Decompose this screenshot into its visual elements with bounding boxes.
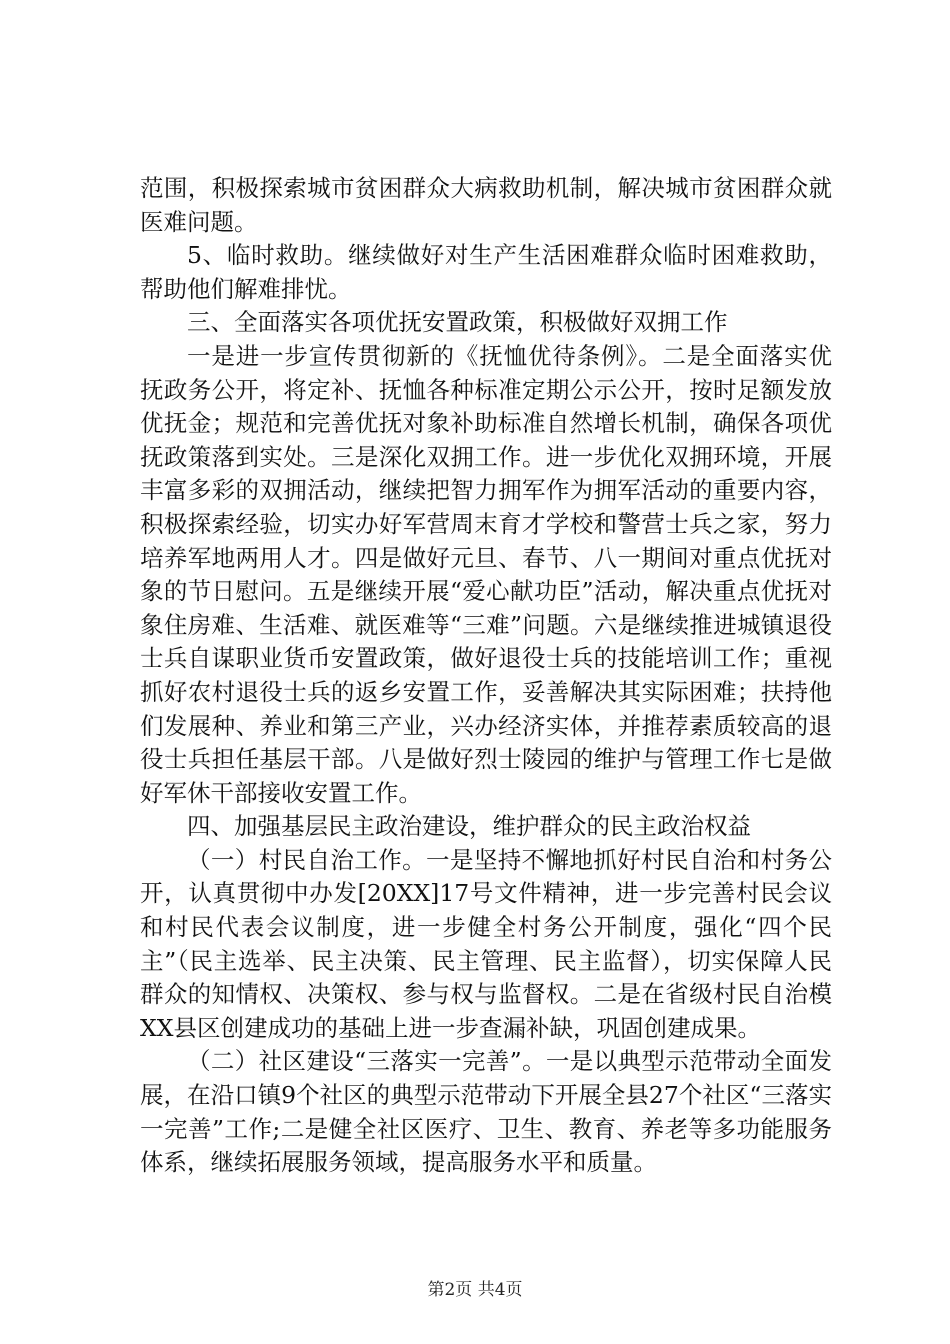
document-body	[140, 172, 832, 1180]
paragraph-community-building: （二）社区建设“三落实一完善”。一是以典型示范带动全面发展，在沿口镇9个社区的典型示范带动下开展全县27个社区“三落实一完善”工作;二是健全社区医疗、卫生、教育、养老等多功能服务体系，继续拓展服务领域，提高服务水平和质量。	[140, 1047, 832, 1177]
paragraph-continuation: 范围，积极探索城市贫困群众大病救助机制，解决城市贫困群众就医难问题。	[140, 174, 832, 236]
paragraph-preferential-policy: 一是进一步宣传贯彻新的《抚恤优待条例》。二是全面落实优抚政务公开，将定补、抚恤各种标准定期公示公开，按时足额发放优抚金；规范和完善优抚对象补助标准自然增长机制，确保各项优抚政策落到实处。三是深化双拥工作。进一步优化双拥环境，开展丰富多彩的双拥活动，继续把智力拥军作为拥军活动的重要内容，积极探索经验，切实办好军营周末育才学校和警营士兵之家，努力培养军地两用人才。四是做好元旦、春节、八一期间对重点优抚对象的节日慰问。五是继续开展“爱心献功臣”活动，解决重点优抚对象住房难、生活难、就医难等“三难”问题。六是继续推进城镇退役士兵自谋职业货币安置政策，做好退役士兵的技能培训工作；重视抓好农村退役士兵的返乡安置工作，妥善解决其实际困难；扶持他们发展种、养业和第三产业，兴办经济实体，并推荐素质较高的退役士兵担任基层干部。八是做好烈士陵园的维护与管理工作七是做好军休干部接收安置工作。	[140, 341, 832, 807]
section-heading-3: 三、全面落实各项优抚安置政策，积极做好双拥工作	[187, 308, 728, 337]
paragraph-villager-autonomy: （一）村民自治工作。一是坚持不懈地抓好村民自治和村务公开，认真贯彻中办发[20XX]17号文件精神，进一步完善村民会议和村民代表会议制度，进一步健全村务公开制度，强化“四个民主”（民主选举、民主决策、民主管理、民主监督），切实保障人民群众的知情权、决策权、参与权与监督权。二是在省级村民自治模XX县区创建成功的基础上进一步查漏补缺，巩固创建成果。	[140, 845, 832, 1042]
section-heading-4: 四、加强基层民主政治建设，维护群众的民主政治权益	[187, 812, 751, 841]
page-footer: 第2页 共4页	[427, 1280, 523, 1300]
paragraph-temporary-relief: 5、临时救助。继续做好对生产生活困难群众临时困难救助，帮助他们解难排忧。	[140, 241, 832, 303]
